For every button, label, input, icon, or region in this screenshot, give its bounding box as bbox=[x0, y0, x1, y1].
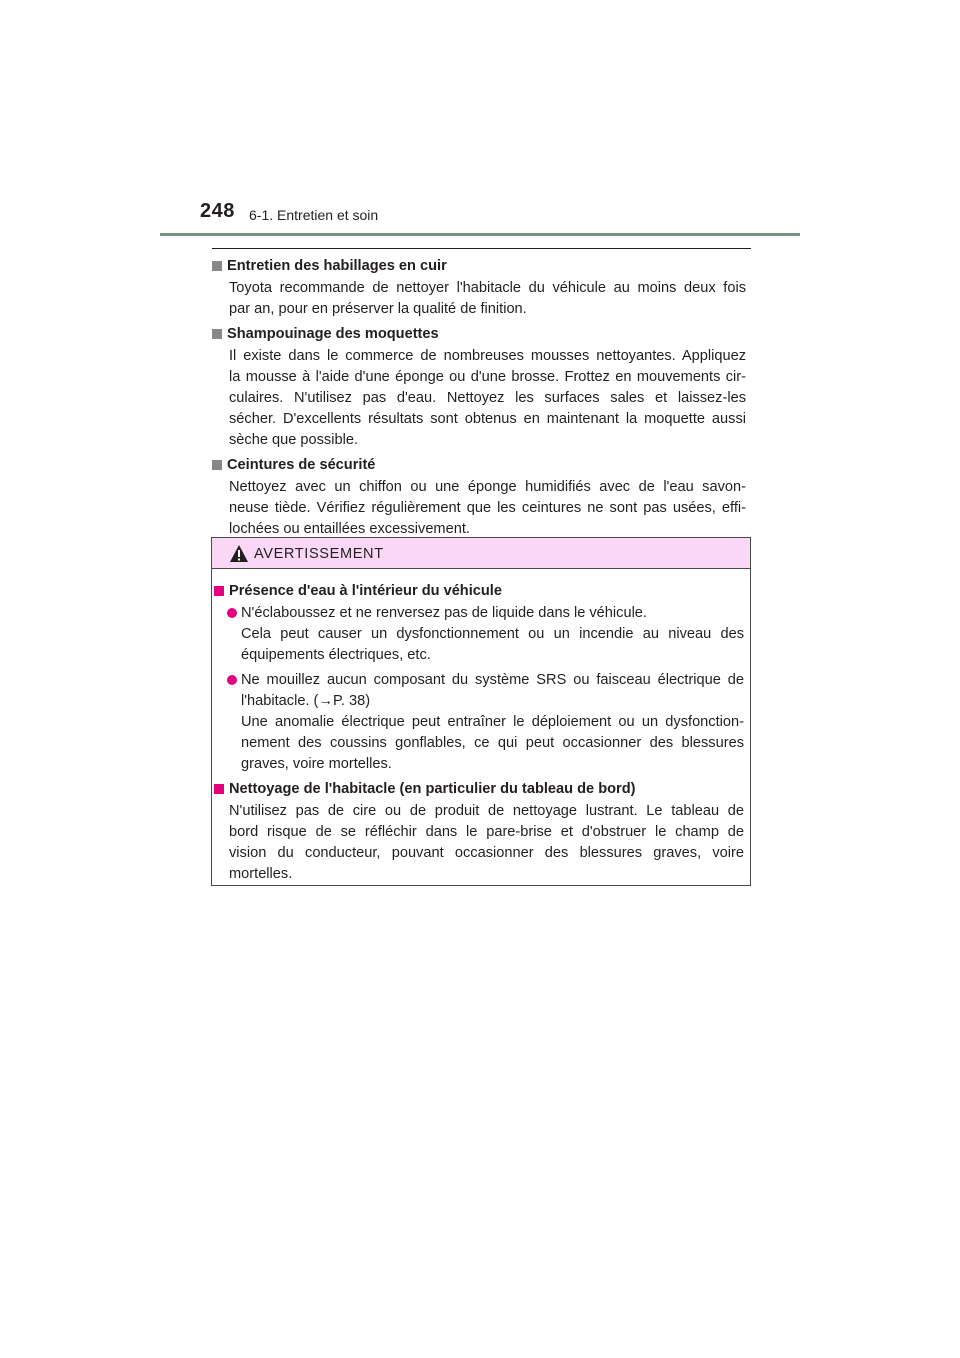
section-paragraph bbox=[212, 477, 746, 540]
text-line: vision du conducteur, pouvant occasionner des blessures graves, voire bbox=[229, 845, 744, 861]
main-content bbox=[212, 256, 746, 544]
text-line: N'éclaboussez et ne renversez pas de liquide dans le véhicule. bbox=[241, 605, 647, 621]
text-line: la mousse à l'aide d'une éponge ou d'une brosse. Frottez en mouvements cir- bbox=[229, 369, 746, 385]
warning-heading bbox=[212, 581, 744, 602]
text-line: sécher. D'excellents résultats sont obtenus en maintenant la moquette aussi bbox=[229, 411, 746, 427]
text-line: mortelles. bbox=[229, 866, 293, 882]
text-line: Ne mouillez aucun composant du système SRS ou faisceau électrique de bbox=[241, 672, 744, 688]
text-line: par an, pour en préserver la qualité de finition. bbox=[229, 301, 527, 317]
section-heading bbox=[212, 324, 746, 345]
section-seatbelts bbox=[212, 455, 746, 540]
text-line: Une anomalie électrique peut entraîner le déploiement ou un dysfonction- bbox=[241, 714, 744, 730]
text-line: nement des coussins gonflables, ce qui peut occasionner des blessures bbox=[241, 735, 744, 751]
text-line: N'utilisez pas de cire ou de produit de nettoyage lustrant. Le tableau de bbox=[229, 803, 744, 819]
section-title: 6-1. Entretien et soin bbox=[249, 207, 379, 223]
warning-bullet bbox=[212, 603, 744, 666]
text-line: graves, voire mortelles. bbox=[241, 756, 392, 772]
section-heading-text: Ceintures de sécurité bbox=[227, 457, 376, 473]
warning-body bbox=[212, 581, 744, 885]
section-heading bbox=[212, 455, 746, 476]
text-line: Cela peut causer un dysfonctionnement ou un incendie au niveau des bbox=[241, 626, 744, 642]
warning-box bbox=[211, 537, 751, 886]
text-line: Toyota recommande de nettoyer l'habitacle du véhicule au moins deux fois bbox=[229, 280, 746, 296]
page-number: 248 bbox=[200, 200, 235, 222]
section-heading-text: Shampouinage des moquettes bbox=[227, 326, 439, 342]
round-bullet-icon bbox=[227, 608, 237, 618]
text-line: Il existe dans le commerce de nombreuses mousses nettoyantes. Appliquez bbox=[229, 348, 746, 364]
section-paragraph bbox=[212, 278, 746, 320]
square-bullet-icon bbox=[214, 586, 224, 596]
warning-heading-text: Nettoyage de l'habitacle (en particulier du tableau de bord) bbox=[229, 781, 636, 797]
square-bullet-icon bbox=[212, 329, 222, 339]
text-line: lochées ou entaillées excessivement. bbox=[229, 521, 470, 537]
section-paragraph bbox=[212, 346, 746, 451]
warning-heading-text: Présence d'eau à l'intérieur du véhicule bbox=[229, 583, 502, 599]
text-line: neuse tiède. Vérifiez régulièrement que les ceintures ne sont pas usées, effi- bbox=[229, 500, 746, 516]
warning-title: AVERTISSEMENT bbox=[254, 546, 384, 562]
text-line: équipements électriques, etc. bbox=[241, 647, 431, 663]
warning-heading bbox=[212, 779, 744, 800]
text-line: l'habitacle. (→P. 38) bbox=[241, 693, 371, 709]
warning-paragraph bbox=[212, 801, 744, 885]
section-heading-text: Entretien des habillages en cuir bbox=[227, 258, 447, 274]
warning-triangle-icon bbox=[229, 544, 249, 563]
text-line: Nettoyez avec un chiffon ou une éponge humidifiés avec de l'eau savon- bbox=[229, 479, 746, 495]
section-carpet bbox=[212, 324, 746, 451]
text-line: culaires. N'utilisez pas d'eau. Nettoyez les surfaces sales et laissez-les bbox=[229, 390, 746, 406]
round-bullet-icon bbox=[227, 675, 237, 685]
content-rule bbox=[212, 248, 751, 249]
header-rule bbox=[160, 233, 800, 236]
section-leather bbox=[212, 256, 746, 320]
square-bullet-icon bbox=[212, 261, 222, 271]
warning-header bbox=[212, 538, 750, 569]
text-line: bord risque de se réfléchir dans le pare-brise et d'obstruer le champ de bbox=[229, 824, 744, 840]
section-heading bbox=[212, 256, 746, 277]
text-line: sèche que possible. bbox=[229, 432, 358, 448]
warning-bullet bbox=[212, 670, 744, 775]
square-bullet-icon bbox=[214, 784, 224, 794]
square-bullet-icon bbox=[212, 460, 222, 470]
